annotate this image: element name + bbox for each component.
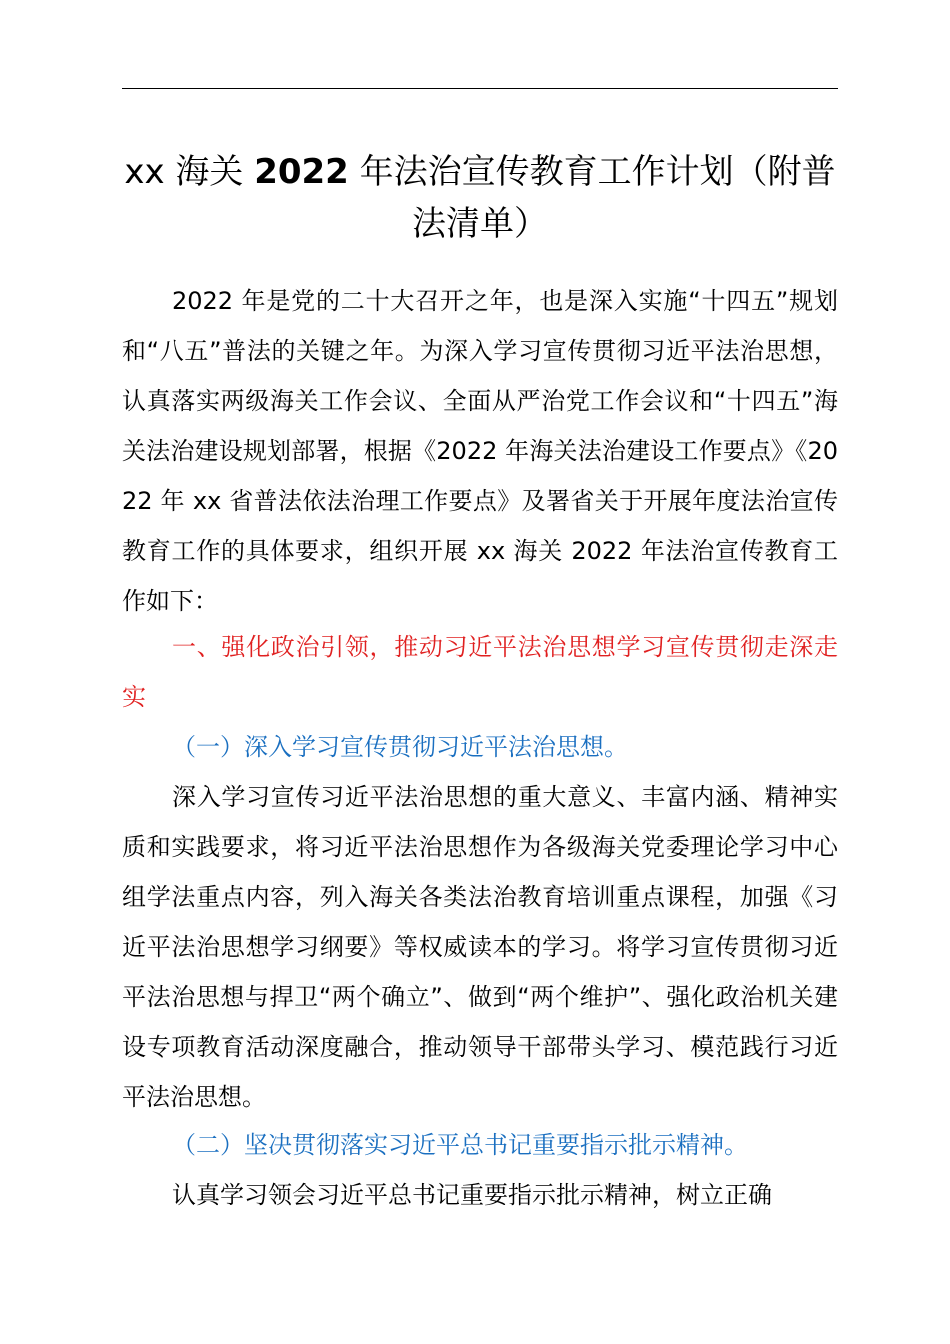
title-year: 2022 <box>254 152 349 192</box>
intro-paragraph: 2022 年是党的二十大召开之年，也是深入实施“十四五”规划和“八五”普法的关键之年。为深入学习宣传贯彻习近平法治思想，认真落实两级海关工作会议、全面从严治党工作会议和“十四五”海关法治建设规划部署，根据《2022 年海关法治建设工作要点》《2022 年 xx 省普法依法治理工作要点》及署省关于开展年度法治宣传教育工作的具体要求，组织开展 xx 海关 2022 年法治宣传教育工作如下： <box>122 287 838 615</box>
header-rule <box>122 88 838 89</box>
title-prefix: xx 海关 <box>124 152 255 192</box>
subsection-paragraph-2: 认真学习领会习近平总书记重要指示批示精神，树立正确 <box>172 1181 772 1209</box>
document-title <box>122 146 838 250</box>
section-heading-1: 一、强化政治引领，推动习近平法治思想学习宣传贯彻走深走实 <box>122 633 838 711</box>
subsection-paragraph-1: 深入学习宣传习近平法治思想的重大意义、丰富内涵、精神实质和实践要求，将习近平法治思想作为各级海关党委理论学习中心组学法重点内容，列入海关各类法治教育培训重点课程，加强《习近平法治思想学习纲要》等权威读本的学习。将学习宣传贯彻习近平法治思想与捍卫“两个确立”、做到“两个维护”、强化政治机关建设专项教育活动深度融合，推动领导干部带头学习、模范践行习近平法治思想。 <box>122 783 838 1111</box>
subsection-heading-2: （二）坚决贯彻落实习近平总书记重要指示批示精神。 <box>172 1131 748 1159</box>
subsection-heading-1: （一）深入学习宣传贯彻习近平法治思想。 <box>172 733 628 761</box>
title-rest: 年法治宣传教育工作计划（附普法清单） <box>348 152 836 244</box>
